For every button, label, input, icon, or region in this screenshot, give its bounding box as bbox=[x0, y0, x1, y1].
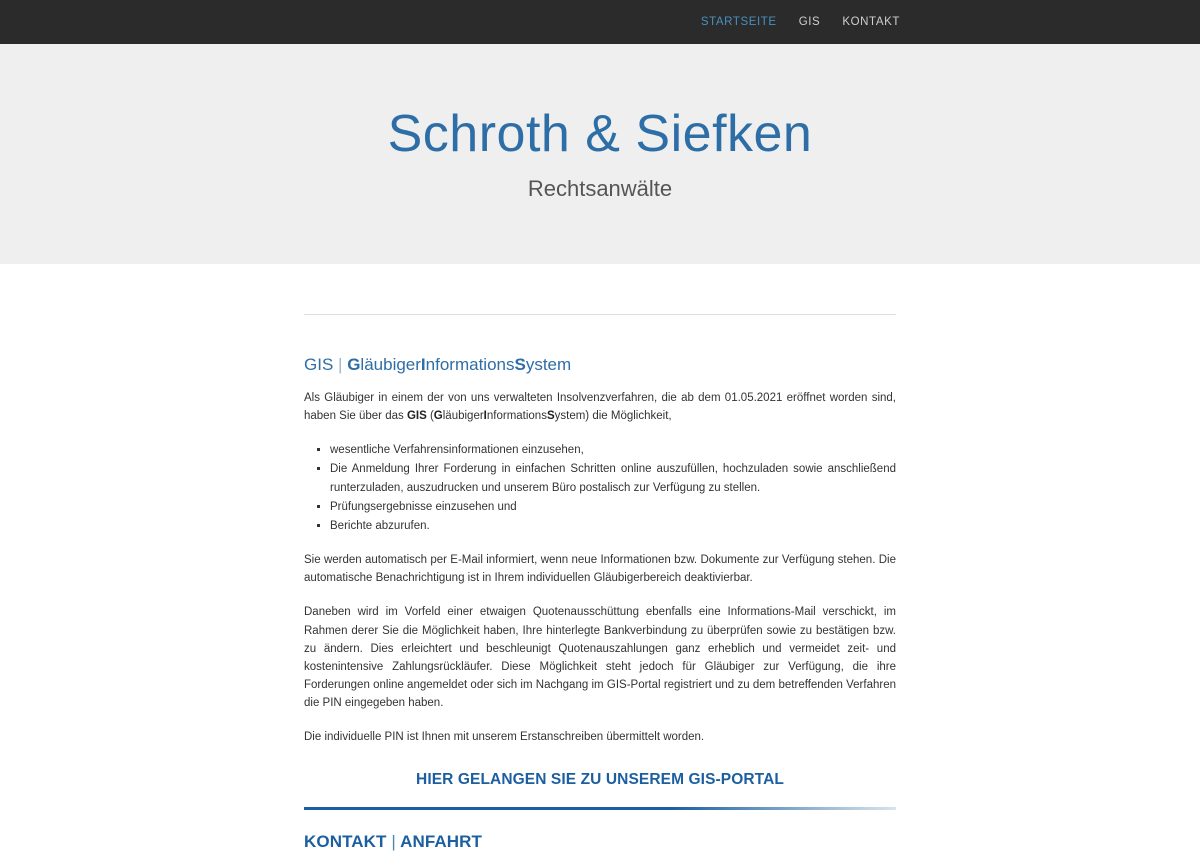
gis-portal-link[interactable]: HIER GELANGEN SIE ZU UNSEREM GIS-PORTAL bbox=[416, 770, 784, 788]
section-title-ystem: ystem bbox=[525, 355, 572, 374]
list-item: ▪ Die Anmeldung Ihrer Forderung in einfachen Schritten online auszufüllen, hochzuladen sowie anschließend runterzuladen, auszudrucken und unserem Büro postalisch zur Verfügung zu stellen. bbox=[330, 460, 896, 496]
section-title-separator: | bbox=[338, 355, 343, 374]
intro-paragraph bbox=[304, 389, 896, 425]
intro-text-4: nformations bbox=[486, 410, 547, 423]
list-item: ▪ Prüfungsergebnisse einzusehen und bbox=[330, 498, 896, 516]
paragraph-pin: Die individuelle PIN ist Ihnen mit unserem Erstanschreiben übermittelt worden. bbox=[304, 731, 705, 744]
intro-text-2: ( bbox=[426, 410, 434, 423]
intro-text-1: Als Gläubiger in einem der von uns verwalteten Insolvenzverfahren, die ab dem 01.05.2021 eröffnet worden sind, haben Sie über das bbox=[304, 392, 896, 423]
feature-list bbox=[304, 441, 896, 535]
kontakt-heading bbox=[304, 832, 896, 852]
kontakt-heading-2: ANFAHRT bbox=[400, 831, 483, 851]
intro-g: G bbox=[433, 410, 443, 423]
page-content bbox=[0, 264, 1200, 851]
section-title-laeubiger: läubiger bbox=[360, 355, 421, 374]
site-title: Schroth & Siefken bbox=[387, 105, 813, 164]
content-column bbox=[304, 264, 896, 851]
top-divider bbox=[304, 314, 896, 315]
section-title-prefix: GIS bbox=[304, 355, 334, 374]
site-subtitle: Rechtsanwälte bbox=[527, 175, 673, 201]
section-title-nformations: nformations bbox=[425, 355, 515, 374]
list-item: ▪ Berichte abzurufen. bbox=[330, 517, 896, 535]
kontakt-heading-pipe: | bbox=[391, 831, 396, 851]
paragraph-notification: Sie werden automatisch per E-Mail informiert, wenn neue Informationen bzw. Dokumente zur Verfügung stehen. Die automatische Benachrichtigung ist in Ihrem individuellen Gläubigerbereich deaktivierbar. bbox=[304, 554, 896, 585]
page-title bbox=[304, 355, 896, 375]
nav-item-startseite[interactable]: STARTSEITE bbox=[700, 16, 777, 28]
section-title-s: S bbox=[514, 355, 526, 374]
intro-text-3: läubiger bbox=[442, 410, 484, 423]
intro-i: I bbox=[483, 410, 487, 423]
intro-gis-bold: GIS bbox=[406, 410, 427, 423]
section-title-g: G bbox=[347, 355, 361, 374]
top-navigation-bar bbox=[0, 0, 1200, 44]
intro-text-5: ystem) die Möglichkeit, bbox=[554, 410, 672, 423]
paragraph-quota: Daneben wird im Vorfeld einer etwaigen Quotenausschüttung ebenfalls eine Informations-Mail verschickt, im Rahmen derer Sie die Möglichkeit haben, Ihre hinterlegte Bankverbindung zu überprüfen sowie zu bestätigen bzw. zu ändern. Dies erleichtert und beschleunigt Quotenauszahlungen ganz erheblich und vermeidet zeit- und kostenintensive Zahlungsrückläufer. Diese Möglichkeit steht jedoch für Gläubiger zur Verfügung, die ihre Forderungen online angemeldet oder sich im Nachgang im GIS-Portal registriert und zu dem betreffenden Verfahren die PIN eingegeben haben. bbox=[304, 606, 896, 710]
list-item: ▪ wesentliche Verfahrensinformationen einzusehen, bbox=[330, 441, 896, 459]
nav-item-kontakt[interactable]: KONTAKT bbox=[842, 16, 900, 28]
intro-s: S bbox=[546, 410, 555, 423]
main-nav bbox=[701, 16, 900, 28]
hero-banner bbox=[0, 44, 1200, 264]
gradient-divider bbox=[304, 807, 896, 810]
section-title-i: I bbox=[420, 355, 426, 374]
nav-item-gis[interactable]: GIS bbox=[798, 16, 821, 28]
kontakt-heading-1: KONTAKT bbox=[304, 831, 387, 851]
